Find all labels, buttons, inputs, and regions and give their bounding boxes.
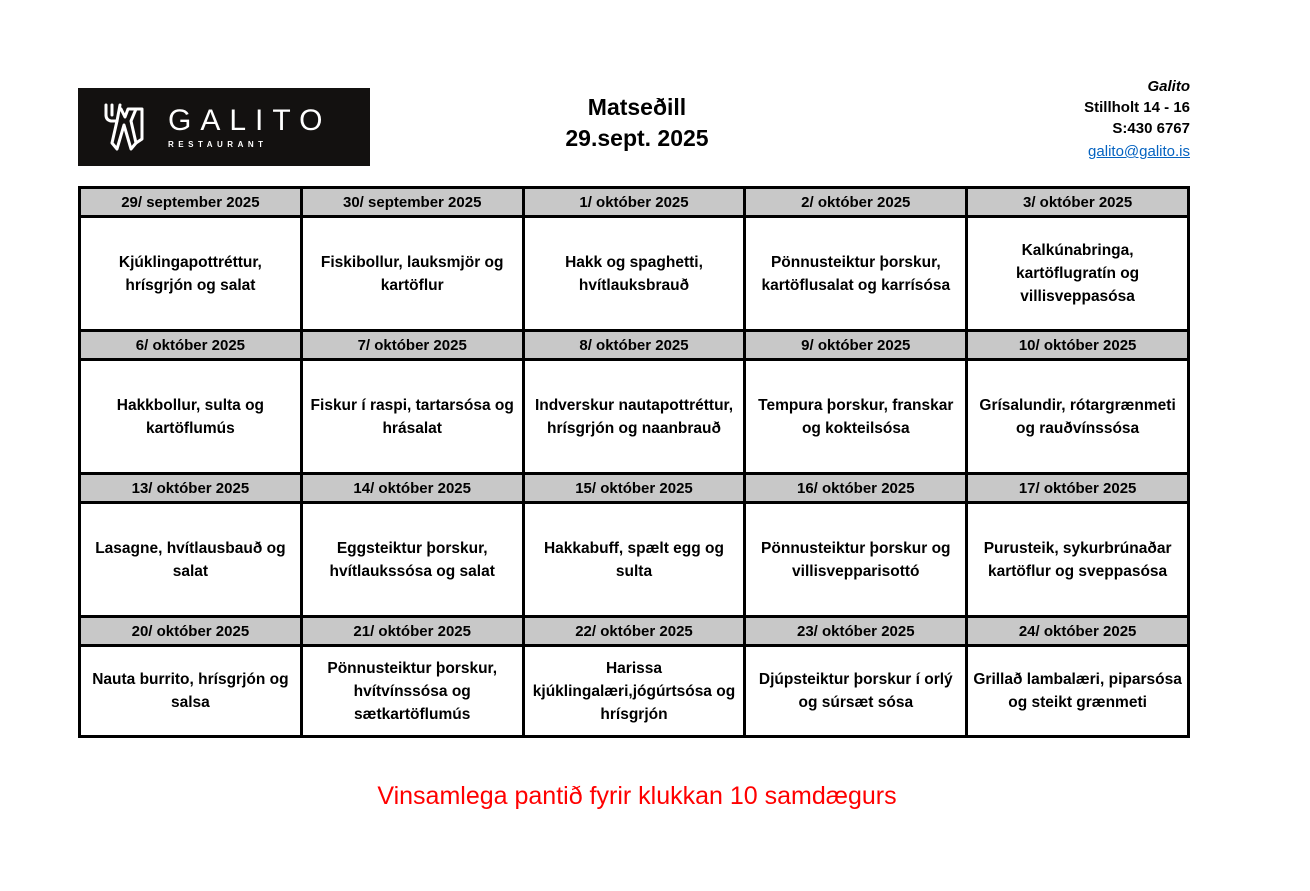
- dish-cell: Kalkúnabringa, kartöflugratín og villisveppasósa: [967, 217, 1189, 331]
- dish-cell: Djúpsteiktur þorskur í orlý og súrsæt sósa: [745, 646, 967, 737]
- date-header-cell: 10/ október 2025: [967, 331, 1189, 360]
- title-block: [0, 92, 1274, 154]
- contact-address: Stillholt 14 - 16: [1084, 99, 1190, 116]
- dish-cell: Hakk og spaghetti, hvítlauksbrauð: [523, 217, 745, 331]
- date-header-cell: 16/ október 2025: [745, 474, 967, 503]
- dish-row: [80, 503, 1189, 617]
- date-header-cell: 6/ október 2025: [80, 331, 302, 360]
- date-header-cell: 17/ október 2025: [967, 474, 1189, 503]
- logo-brand-text: GALITO: [168, 103, 332, 137]
- dish-cell: Nauta burrito, hrísgrjón og salsa: [80, 646, 302, 737]
- contact-block: [1084, 76, 1190, 162]
- dish-cell: Grillað lambalæri, piparsósa og steikt grænmeti: [967, 646, 1189, 737]
- date-header-cell: 29/ september 2025: [80, 188, 302, 217]
- dish-cell: Lasagne, hvítlausbauð og salat: [80, 503, 302, 617]
- dish-cell: Pönnusteiktur þorskur, kartöflusalat og karrísósa: [745, 217, 967, 331]
- date-header-cell: 30/ september 2025: [301, 188, 523, 217]
- date-header-cell: 9/ október 2025: [745, 331, 967, 360]
- date-header-cell: 15/ október 2025: [523, 474, 745, 503]
- dish-cell: Harissa kjúklingalæri,jógúrtsósa og hrísgrjón: [523, 646, 745, 737]
- date-header-cell: 13/ október 2025: [80, 474, 302, 503]
- date-row: [80, 188, 1189, 217]
- date-header-cell: 8/ október 2025: [523, 331, 745, 360]
- date-header-cell: 20/ október 2025: [80, 617, 302, 646]
- dish-cell: Purusteik, sykurbrúnaðar kartöflur og sveppasósa: [967, 503, 1189, 617]
- dish-cell: Pönnusteiktur þorskur, hvítvínssósa og sætkartöflumús: [301, 646, 523, 737]
- dish-row: [80, 360, 1189, 474]
- dish-cell: Eggsteiktur þorskur, hvítlaukssósa og salat: [301, 503, 523, 617]
- weekly-menu-table: [78, 186, 1190, 738]
- date-header-cell: 3/ október 2025: [967, 188, 1189, 217]
- logo-tagline-text: RESTAURANT: [168, 139, 268, 149]
- date-header-cell: 1/ október 2025: [523, 188, 745, 217]
- contact-email-link[interactable]: galito@galito.is: [1088, 143, 1190, 160]
- date-row: [80, 331, 1189, 360]
- date-header-cell: 2/ október 2025: [745, 188, 967, 217]
- date-row: [80, 617, 1189, 646]
- dish-cell: Fiskur í raspi, tartarsósa og hrásalat: [301, 360, 523, 474]
- dish-cell: Hakkabuff, spælt egg og sulta: [523, 503, 745, 617]
- contact-name: Galito: [1147, 78, 1190, 95]
- order-deadline-note: Vinsamlega pantið fyrir klukkan 10 samdægurs: [377, 782, 897, 810]
- dish-row: [80, 646, 1189, 737]
- dish-cell: Fiskibollur, lauksmjör og kartöflur: [301, 217, 523, 331]
- date-header-cell: 22/ október 2025: [523, 617, 745, 646]
- contact-phone: S:430 6767: [1112, 120, 1190, 137]
- dish-cell: Grísalundir, rótargrænmeti og rauðvínssósa: [967, 360, 1189, 474]
- dish-row: [80, 217, 1189, 331]
- dish-cell: Kjúklingapottréttur, hrísgrjón og salat: [80, 217, 302, 331]
- date-row: [80, 474, 1189, 503]
- date-header-cell: 23/ október 2025: [745, 617, 967, 646]
- menu-week-date: 29.sept. 2025: [565, 125, 709, 151]
- date-header-cell: 24/ október 2025: [967, 617, 1189, 646]
- menu-title: Matseðill: [587, 94, 687, 120]
- date-header-cell: 21/ október 2025: [301, 617, 523, 646]
- date-header-cell: 14/ október 2025: [301, 474, 523, 503]
- date-header-cell: 7/ október 2025: [301, 331, 523, 360]
- dish-cell: Pönnusteiktur þorskur og villisvepparisottó: [745, 503, 967, 617]
- dish-cell: Indverskur nautapottréttur, hrísgrjón og naanbrauð: [523, 360, 745, 474]
- dish-cell: Hakkbollur, sulta og kartöflumús: [80, 360, 302, 474]
- dish-cell: Tempura þorskur, franskar og kokteilsósa: [745, 360, 967, 474]
